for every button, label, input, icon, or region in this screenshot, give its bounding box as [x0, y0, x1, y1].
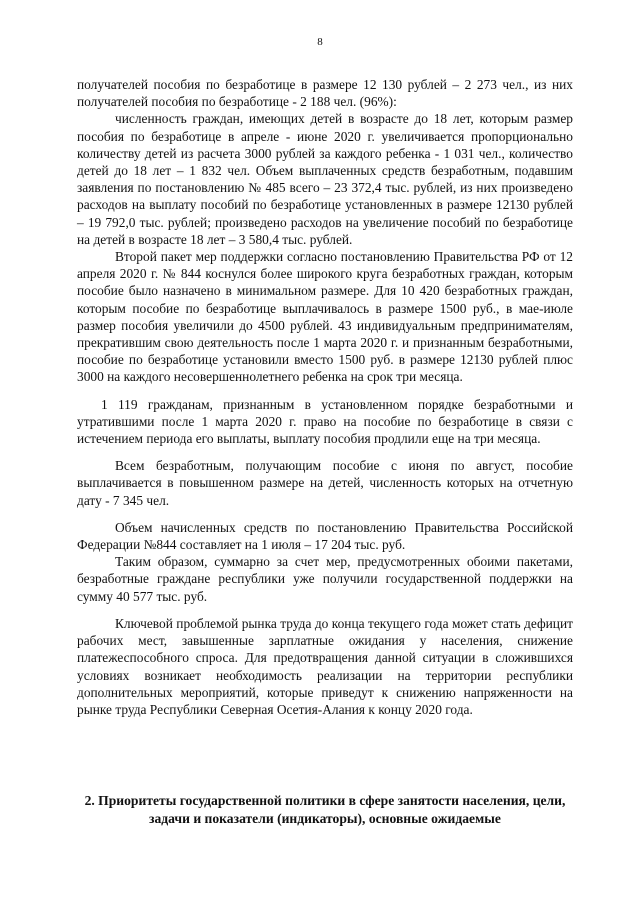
paragraph-summary: Таким образом, суммарно за счет мер, предусмотренных обоими пакетами, безработные граждане республики уже получили государственной поддержки на сумму 40 577 тыс. руб. — [77, 554, 573, 604]
paragraph-children-benefits: численность граждан, имеющих детей в возрасте до 18 лет, которым размер пособия по безработице в апреле - июне 2020 г. увеличивается пропорционально количеству детей из расчета 3000 рублей за каждого ребенка - 1 031 чел., количество детей до 18 лет – 1 832 чел. Объем выплаченных средств безработным, подавшим заявления по постановлению № 485 всего – 23 372,4 тыс. рублей, из них произведено расходов на выплату пособий по безработице установленных в размере 12130 рублей – 19 792,0 тыс. рублей; произведено расходов на увеличение пособий по безработице на детей в возрасте 18 лет – 3 580,4 тыс. рублей. — [77, 111, 573, 247]
section-heading: 2. Приоритеты государственной политики в сфере занятости населения, цели, задачи и показатели (индикаторы), основные ожидаемые — [84, 793, 566, 826]
document-body — [77, 76, 573, 718]
paragraph-increased-payments: Всем безработным, получающим пособие с июня по август, пособие выплачивается в повышенном размере на детей, численность которых на отчетную дату - 7 345 чел. — [77, 458, 573, 508]
page-number: 8 — [317, 36, 323, 48]
paragraph-extension: 1 119 гражданам, признанным в установленном порядке безработными и утратившими после 1 марта 2020 г. право на пособие по безработице в связи с истечением периода его выплаты, выплату пособия продлили еще на три месяца. — [77, 396, 573, 447]
paragraph-unemployment-recipients: получателей пособия по безработице в размере 12 130 рублей – 2 273 чел., из них получателей пособия по безработице - 2 188 чел. (96%): — [77, 77, 573, 110]
paragraph-accrued-funds: Объем начисленных средств по постановлению Правительства Российской Федерации №844 составляет на 1 июля – 17 204 тыс. руб. — [77, 519, 573, 553]
paragraph-key-problem: Ключевой проблемой рынка труда до конца текущего года может стать дефицит рабочих мест, завышенные зарплатные ожидания у населения, снижение платежеспособного спроса. Для предотвращения данной ситуации в сложившихся условиях возникает необходимость реализации на территории республики дополнительных мероприятий, которые приведут к снижению напряженности на рынке труда Республики Северная Осетия-Алания к концу 2020 года. — [77, 615, 573, 717]
paragraph-second-package: Второй пакет мер поддержки согласно постановлению Правительства РФ от 12 апреля 2020 г. № 844 коснулся более широкого круга безработных граждан, которым пособие было назначено в минимальном размере. Для 10 420 безработных граждан, которым пособие по безработице выплачивалось в размере 1500 руб., в мае-июле размер пособия увеличили до 4500 рублей. 43 индивидуальным предпринимателям, прекратившим свою деятельность после 1 марта 2020 г. и признанным безработными, пособие по безработице установили вместо 1500 руб. в размере 12130 рублей плюс 3000 на каждого несовершеннолетнего ребенка на срок три месяца. — [77, 249, 573, 385]
